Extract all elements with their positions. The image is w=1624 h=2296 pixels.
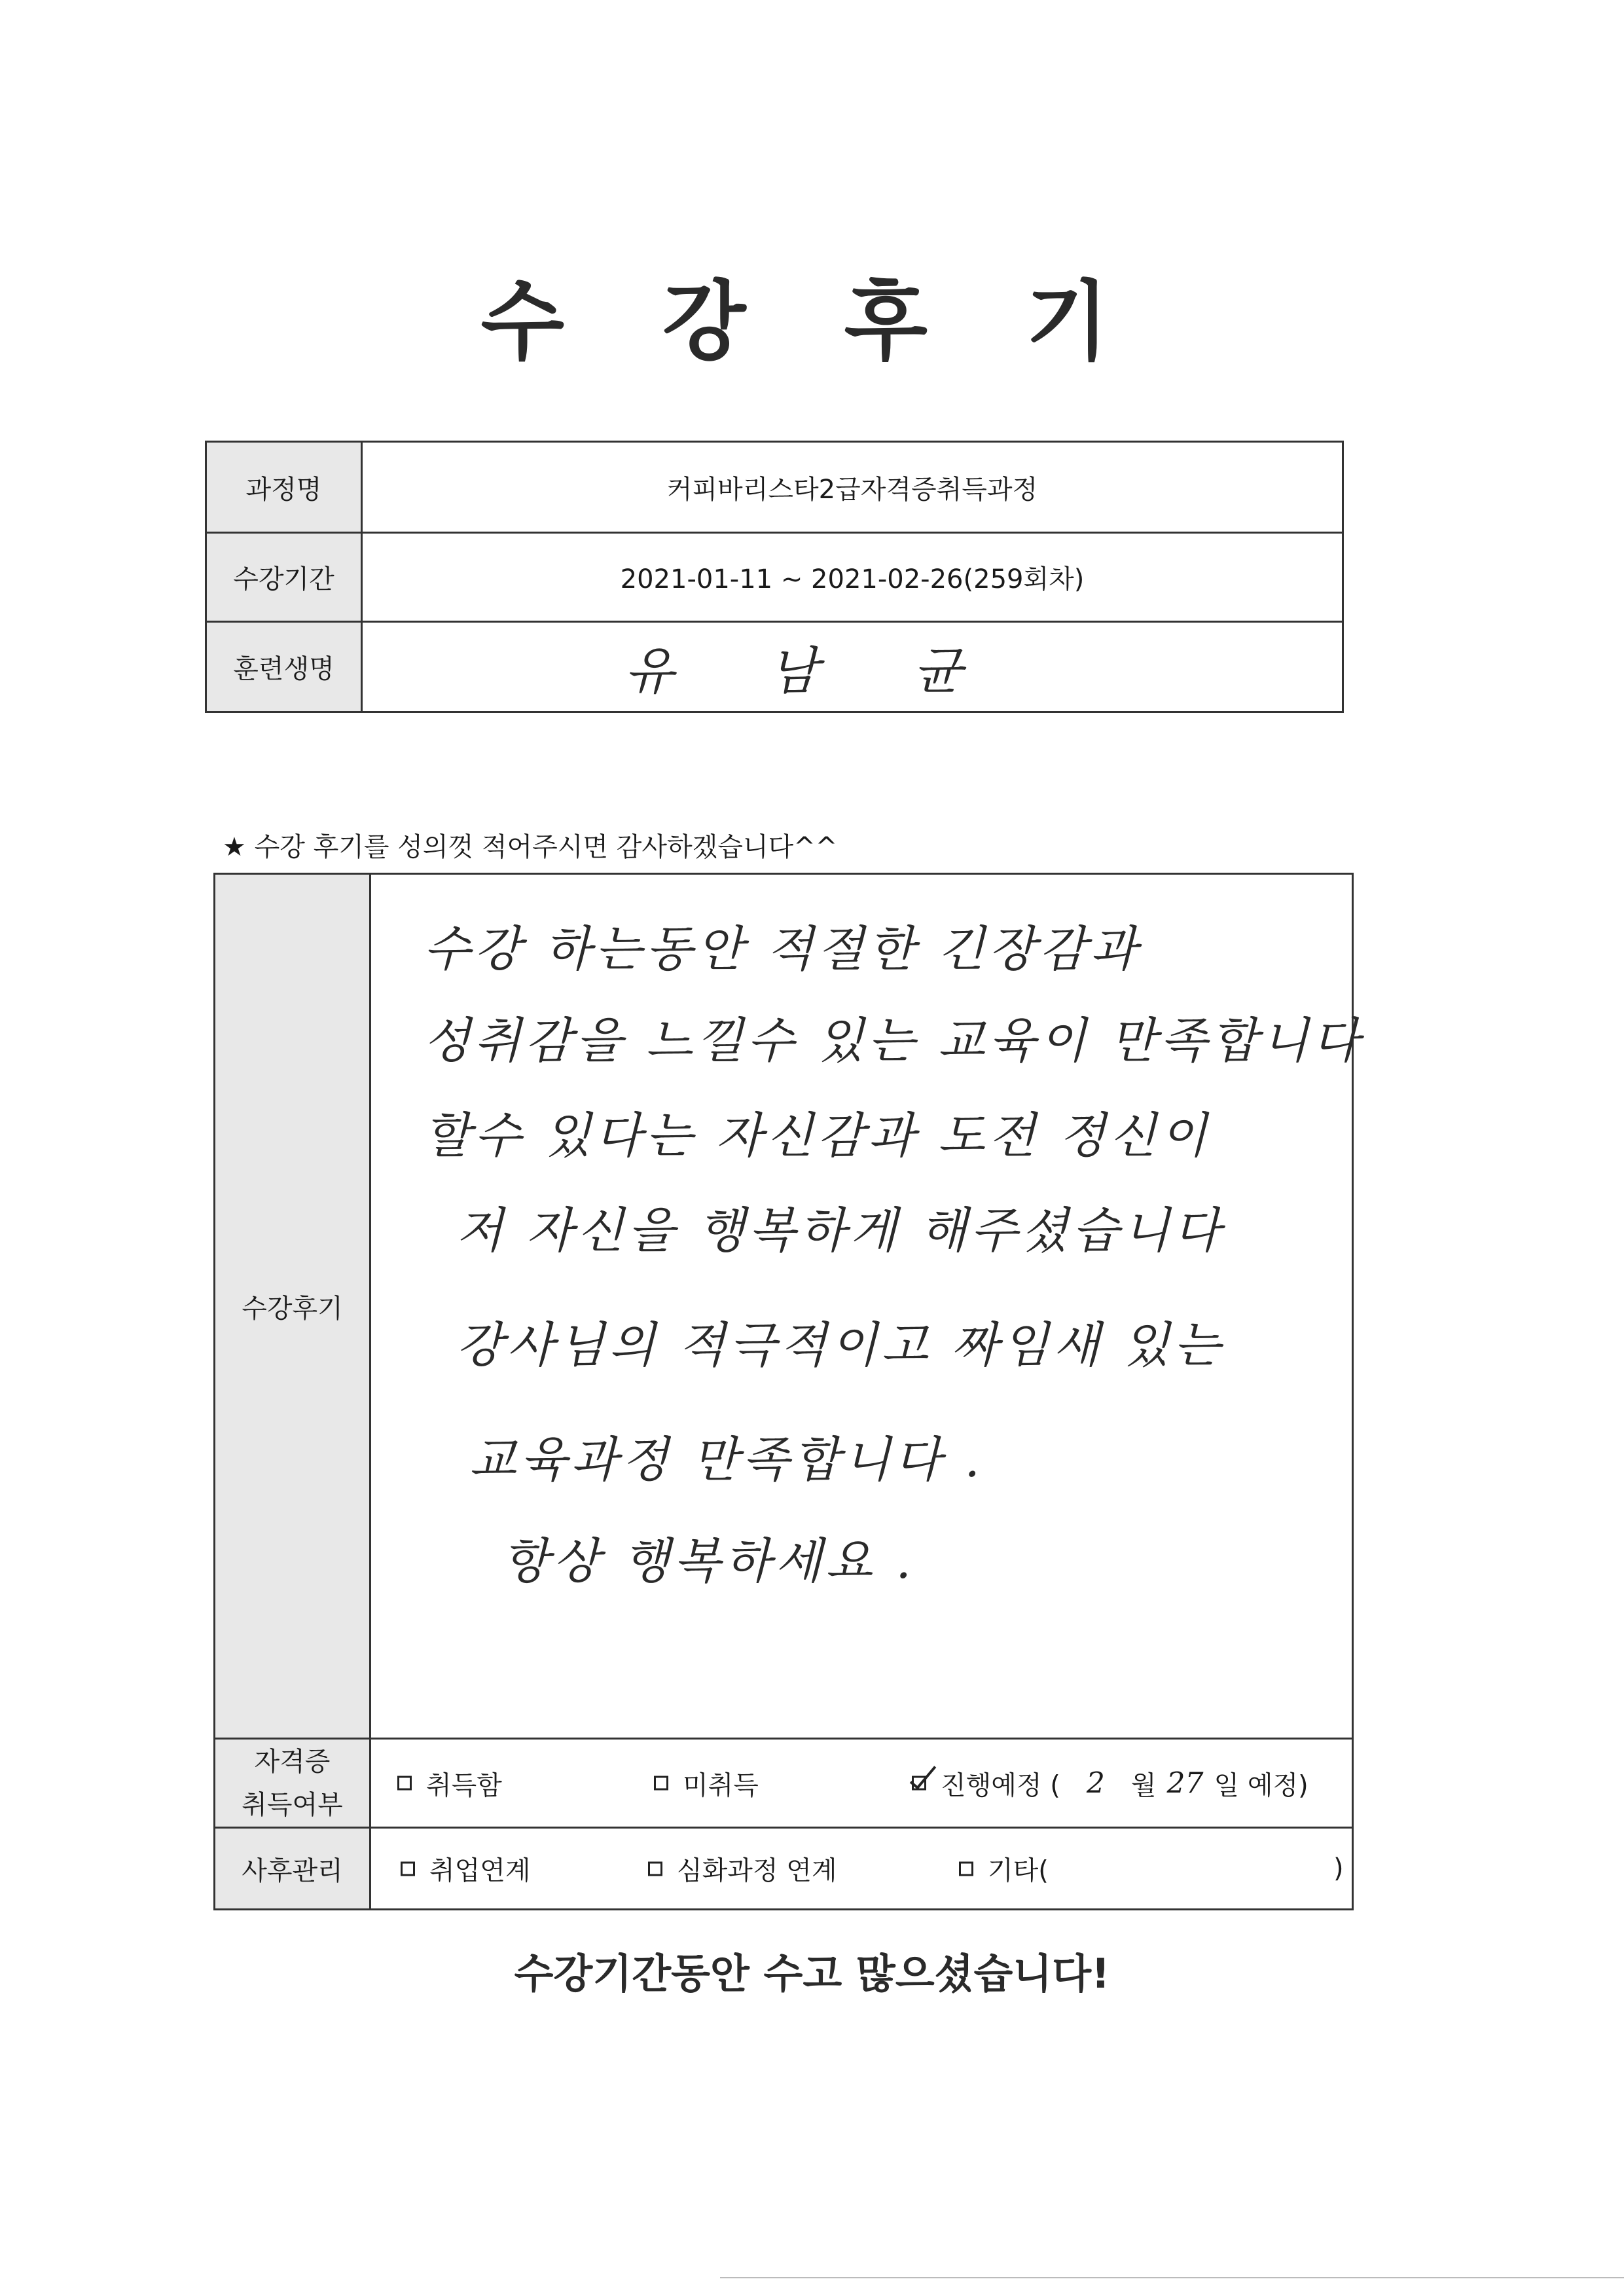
period-row — [207, 532, 1342, 621]
review-table — [213, 873, 1363, 1910]
review-line-5: 강사님의 적극적이고 짜임새 있는 — [456, 1317, 1225, 1374]
certificate-label-line2: 취득여부 — [242, 1789, 343, 1820]
certificate-row — [215, 1738, 1352, 1827]
checkbox-acquired[interactable] — [397, 1776, 412, 1791]
option-not-acquired-label: 미취득 — [683, 1770, 759, 1800]
certificate-label — [215, 1740, 371, 1827]
option-not-acquired[interactable] — [654, 1764, 759, 1802]
certificate-label-line1: 자격증 — [254, 1746, 331, 1777]
checkbox-other[interactable] — [959, 1861, 973, 1876]
certificate-options — [371, 1740, 1352, 1827]
review-line-7: 항상 행복하세요 . — [502, 1533, 915, 1590]
review-line-6: 교육과정 만족합니다 . — [469, 1432, 984, 1488]
checkbox-planned-checked[interactable] — [912, 1776, 926, 1791]
info-table — [205, 441, 1344, 713]
option-other-close: ) — [1333, 1853, 1344, 1884]
checkbox-job-link[interactable] — [401, 1861, 415, 1876]
planned-month-handwritten: 2 — [1086, 1766, 1105, 1800]
period-label: 수강기간 — [207, 534, 363, 621]
review-label: 수강후기 — [215, 875, 371, 1738]
review-line-4: 저 자신을 행복하게 해주셨습니다 — [456, 1203, 1225, 1259]
scan-edge-line — [720, 2277, 1624, 2278]
aftercare-row — [215, 1827, 1352, 1908]
option-other[interactable] — [959, 1850, 1049, 1887]
checkbox-not-acquired[interactable] — [654, 1776, 668, 1791]
page-title: 수 강 후 기 — [480, 272, 1144, 373]
trainee-value-cell — [363, 623, 1342, 711]
instruction-note: ★ 수강 후기를 성의껏 적어주시면 감사하겠습니다^^ — [223, 832, 838, 862]
review-content — [371, 875, 1363, 1738]
aftercare-options — [371, 1829, 1352, 1908]
course-label: 과정명 — [207, 443, 363, 532]
review-line-3: 할수 있다는 자신감과 도전 정신이 — [424, 1108, 1211, 1164]
trainee-name-handwritten: 유 남 균 — [624, 642, 1001, 701]
aftercare-label: 사후관리 — [215, 1829, 371, 1908]
period-value: 2021-01-11 ~ 2021-02-26(259회차) — [620, 564, 1085, 594]
planned-month-unit: 월 — [1130, 1770, 1157, 1800]
planned-day-handwritten: 27 — [1166, 1766, 1204, 1800]
review-row — [215, 875, 1363, 1738]
option-advanced-course-label: 심화과정 연계 — [677, 1855, 837, 1886]
trainee-row — [207, 621, 1342, 711]
trainee-label: 훈련생명 — [207, 623, 363, 711]
closing-message: 수강기간동안 수고 많으셨습니다! — [514, 1950, 1110, 1997]
course-row — [207, 443, 1342, 532]
option-planned[interactable] — [912, 1764, 1308, 1802]
option-acquired-label: 취득함 — [426, 1770, 502, 1800]
course-value: 커피바리스타2급자격증취득과정 — [666, 474, 1038, 505]
review-line-1: 수강 하는동안 적절한 긴장감과 — [424, 921, 1141, 977]
planned-day-unit: 일 예정) — [1214, 1770, 1308, 1800]
option-job-link-label: 취업연계 — [429, 1855, 531, 1886]
review-line-2: 성취감을 느낄수 있는 교육이 만족합니다 — [424, 1013, 1363, 1069]
checkbox-advanced-course[interactable] — [648, 1861, 662, 1876]
option-planned-label: 진행예정 ( — [941, 1770, 1060, 1800]
option-other-label: 기타( — [988, 1855, 1049, 1886]
option-job-link[interactable] — [401, 1850, 531, 1887]
option-advanced-course[interactable] — [648, 1850, 837, 1887]
option-acquired[interactable] — [397, 1764, 502, 1802]
